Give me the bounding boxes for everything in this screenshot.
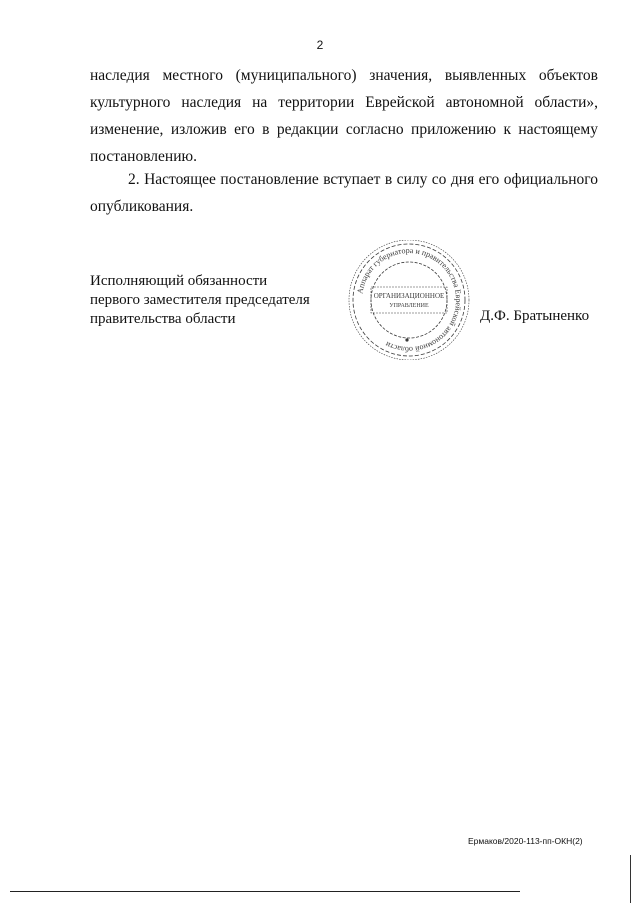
signatory-title-line: правительства области [90,311,236,327]
paragraph-1 [90,62,598,170]
paragraph-1-line: наследия местного (муниципального) значения, выявленных объектов [90,67,598,84]
official-seal-stamp [343,240,475,360]
page-edge-mark [630,855,631,903]
signatory-title-line: первого заместителя председателя [90,292,310,308]
seal-outer-ring [349,240,469,360]
seal-outer-text: Аппарат губернатора и правительства Еврейской автономной области [355,245,464,355]
seal-ring [353,244,465,356]
seal-center-box [371,287,447,313]
signer-name: Д.Ф. Братыненко [480,308,590,324]
paragraph-2-line: опубликования. [90,198,194,215]
page-number: 2 [316,38,324,52]
seal-star-icon [405,338,408,341]
seal-center-text-2: УПРАВЛЕНИЕ [389,303,429,309]
seal-center-text-1: ОРГАНИЗАЦИОННОЕ [373,292,445,300]
signatory-title-line: Исполняющий обязанности [90,273,268,289]
bottom-divider [10,891,520,892]
signatory-title [90,272,310,329]
paragraph-1-line: культурного наследия на территории Еврейской автономной области», [90,94,598,111]
paragraph-2-line: 2. Настоящее постановление вступает в силу со дня его официального [128,171,598,188]
seal-inner-ring [371,262,447,338]
paragraph-1-line: изменение, изложив его в редакции согласно приложению к настоящему [90,121,598,138]
document-reference: Ермаков/2020-113-пп-ОКН(2) [468,836,583,846]
paragraph-1-line: постановлению. [90,148,197,165]
seal-graphic [343,240,475,360]
paragraph-2 [90,166,598,220]
